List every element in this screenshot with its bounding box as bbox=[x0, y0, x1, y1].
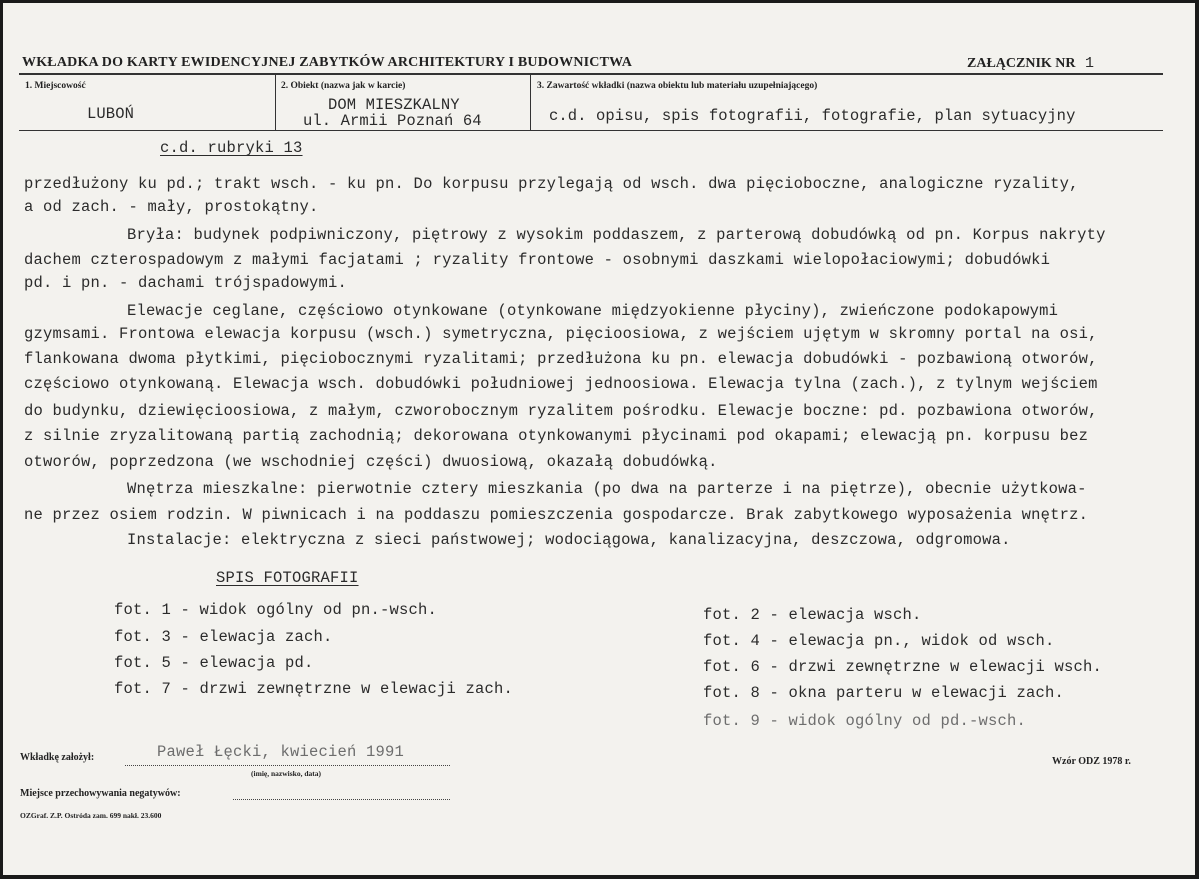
object-name: DOM MIESZKALNY bbox=[328, 96, 460, 114]
body-line: z silnie zryzalitowaną partią zachodnią; dekorowana otynkowanymi płycinami pod okapami; elewacją pn. korpusu bez bbox=[24, 427, 1089, 445]
body-line: częściowo otynkowaną. Elewacja wsch. dobudówki południowej jednoosiowa. Elewacja tylna (zach.), z tylnym wejściem bbox=[24, 375, 1098, 393]
body-line: Elewacje ceglane, częściowo otynkowane (otynkowane międzyokienne płyciny), zwieńczone podokapowymi bbox=[127, 302, 1059, 320]
photo-item: fot. 9 - widok ogólny od pd.-wsch. bbox=[703, 712, 1027, 730]
document-card bbox=[3, 3, 1195, 875]
annex-label-text: ZAŁĄCZNIK NR bbox=[967, 56, 1076, 71]
body-line: pd. i pn. - dachami trójspadowymi. bbox=[24, 274, 348, 292]
body-line: flankowana dwoma płytkimi, pięciobocznymi ryzalitami; przedłużona ku pn. elewacja dobudówki - pozbawioną otworów, bbox=[24, 350, 1098, 368]
created-by-line bbox=[125, 765, 450, 766]
contents-value: c.d. opisu, spis fotografii, fotografie, plan sytuacyjny bbox=[549, 107, 1076, 125]
form-label: Wzór ODZ 1978 r. bbox=[1052, 756, 1131, 767]
body-line: Bryła: budynek podpiwniczony, piętrowy z wysokim poddaszem, z parterową dobudówką od pn. Korpus nakryty bbox=[127, 226, 1106, 244]
photo-item: fot. 6 - drzwi zewnętrzne w elewacji wsch. bbox=[703, 658, 1103, 676]
photo-item: fot. 5 - elewacja pd. bbox=[114, 654, 314, 672]
field-divider-1 bbox=[275, 75, 276, 131]
photos-heading: SPIS FOTOGRAFII bbox=[216, 569, 359, 587]
body-line: a od zach. - mały, prostokątny. bbox=[24, 198, 319, 216]
body-line: Instalacje: elektryczna z sieci państwowej; wodociągowa, kanalizacyjna, deszczowa, odgromowa. bbox=[127, 531, 1011, 549]
object-address: ul. Armii Poznań 64 bbox=[303, 112, 482, 130]
section-heading: c.d. rubryki 13 bbox=[160, 139, 303, 157]
body-line: przedłużony ku pd.; trakt wsch. - ku pn. Do korpusu przylegają od wsch. dwa pięcioboczne, analogiczne ryzality, bbox=[24, 175, 1079, 193]
contents-label: 3. Zawartość wkładki (nazwa obiektu lub materiału uzupełniającego) bbox=[537, 81, 818, 91]
body-line: ne przez osiem rodzin. W piwnicach i na poddaszu pomieszczenia gospodarcze. Brak zabytkowego wyposażenia wnętrz. bbox=[24, 506, 1089, 524]
body-line: gzymsami. Frontowa elewacja korpusu (wsch.) symetryczna, pięcioosiowa, z wejściem ujętym w skromny portal na osi, bbox=[24, 325, 1098, 343]
negatives-label: Miejsce przechowywania negatywów: bbox=[20, 788, 181, 799]
body-line: dachem czterospadowym z małymi facjatami ; ryzality frontowe - osobnymi daszkami wielopołaciowymi; dobudówki bbox=[24, 251, 1051, 269]
created-by-caption: (imię, nazwisko, data) bbox=[251, 769, 321, 778]
field-divider-2 bbox=[530, 75, 531, 131]
photo-item: fot. 7 - drzwi zewnętrzne w elewacji zach. bbox=[114, 680, 514, 698]
object-label: 2. Obiekt (nazwa jak w karcie) bbox=[281, 81, 406, 91]
photo-item: fot. 1 - widok ogólny od pn.-wsch. bbox=[114, 601, 438, 619]
body-line: otworów, poprzedzona (we wschodniej części) dwuosiową, okazałą dobudówką. bbox=[24, 453, 718, 471]
document-title: WKŁADKA DO KARTY EWIDENCYJNEJ ZABYTKÓW ARCHITEKTURY I BUDOWNICTWA bbox=[22, 55, 633, 70]
negatives-line bbox=[233, 799, 450, 800]
photo-item: fot. 8 - okna parteru w elewacji zach. bbox=[703, 684, 1065, 702]
photo-item: fot. 3 - elewacja zach. bbox=[114, 628, 333, 646]
created-by-label: Wkładkę założył: bbox=[20, 752, 95, 763]
place-value: LUBOŃ bbox=[87, 105, 135, 123]
printer-note: OZGraf. Z.P. Ostróda zam. 699 nakł. 23.600 bbox=[20, 811, 162, 820]
photo-item: fot. 2 - elewacja wsch. bbox=[703, 606, 922, 624]
body-line: Wnętrza mieszkalne: pierwotnie cztery mieszkania (po dwa na parterze i na piętrze), obecnie użytkowa- bbox=[127, 480, 1087, 498]
place-label: 1. Miejscowość bbox=[25, 81, 86, 91]
body-line: do budynku, dziewięcioosiowa, z małym, czworobocznym ryzalitem pośrodku. Elewacje boczne: pd. pozbawiona otworów, bbox=[24, 402, 1098, 420]
annex-label bbox=[967, 55, 1094, 72]
fields-rule bbox=[19, 130, 1163, 131]
annex-number: 1 bbox=[1085, 55, 1095, 72]
photo-item: fot. 4 - elewacja pn., widok od wsch. bbox=[703, 632, 1055, 650]
created-by-value: Paweł Łęcki, kwiecień 1991 bbox=[157, 743, 405, 761]
header-rule bbox=[19, 73, 1163, 75]
